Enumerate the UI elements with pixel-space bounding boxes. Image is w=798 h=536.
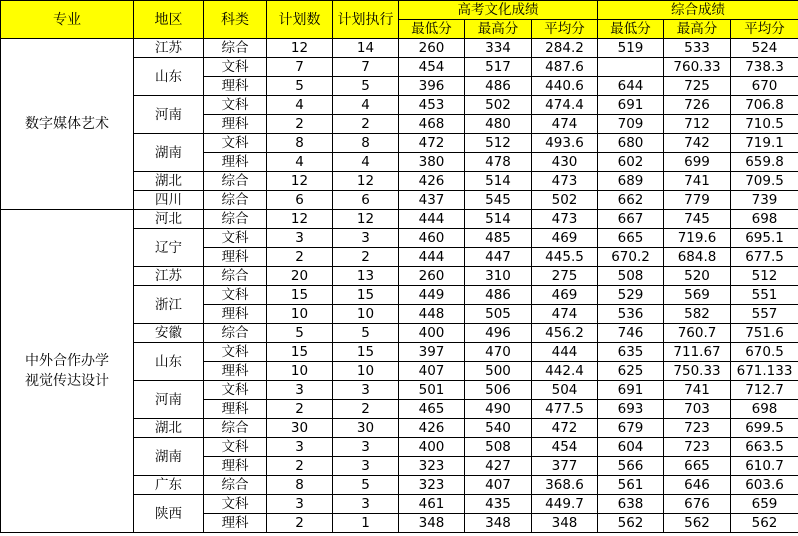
executed-cell: 3 xyxy=(333,495,399,514)
gaokao-max-cell: 496 xyxy=(465,324,532,343)
major-cell xyxy=(1,39,134,210)
gaokao-min-cell: 380 xyxy=(399,153,465,172)
gaokao-max-cell: 502 xyxy=(465,96,532,115)
composite-max-cell: 712 xyxy=(664,115,731,134)
gaokao-avg-cell: 454 xyxy=(532,438,598,457)
gaokao-min-cell: 501 xyxy=(399,381,465,400)
region-cell: 广东 xyxy=(134,476,204,495)
executed-cell: 1 xyxy=(333,514,399,533)
category-cell: 综合 xyxy=(204,191,267,210)
category-cell: 文科 xyxy=(204,286,267,305)
gaokao-min-cell: 407 xyxy=(399,362,465,381)
gaokao-avg-cell: 275 xyxy=(532,267,598,286)
plan-cell: 5 xyxy=(267,77,333,96)
header-region: 地区 xyxy=(134,1,204,39)
gaokao-min-cell: 448 xyxy=(399,305,465,324)
gaokao-max-cell: 348 xyxy=(465,514,532,533)
composite-max-cell: 760.33 xyxy=(664,58,731,77)
composite-max-cell: 750.33 xyxy=(664,362,731,381)
plan-cell: 4 xyxy=(267,96,333,115)
composite-max-cell: 719.6 xyxy=(664,229,731,248)
composite-max-cell: 723 xyxy=(664,419,731,438)
executed-cell: 5 xyxy=(333,476,399,495)
category-cell: 文科 xyxy=(204,343,267,362)
gaokao-min-cell: 397 xyxy=(399,343,465,362)
executed-cell: 3 xyxy=(333,381,399,400)
gaokao-max-cell: 310 xyxy=(465,267,532,286)
composite-max-cell: 760.7 xyxy=(664,324,731,343)
gaokao-avg-cell: 430 xyxy=(532,153,598,172)
region-cell: 河南 xyxy=(134,381,204,419)
composite-avg-cell: 659.8 xyxy=(731,153,798,172)
composite-min-cell: 604 xyxy=(598,438,664,457)
header-gaokao-min: 最低分 xyxy=(399,20,465,39)
gaokao-avg-cell: 487.6 xyxy=(532,58,598,77)
composite-min-cell: 536 xyxy=(598,305,664,324)
gaokao-min-cell: 444 xyxy=(399,248,465,267)
category-cell: 理科 xyxy=(204,115,267,134)
executed-cell: 15 xyxy=(333,343,399,362)
plan-cell: 8 xyxy=(267,476,333,495)
header-gaokao-avg: 平均分 xyxy=(532,20,598,39)
executed-cell: 8 xyxy=(333,134,399,153)
gaokao-min-cell: 461 xyxy=(399,495,465,514)
gaokao-min-cell: 454 xyxy=(399,58,465,77)
category-cell: 理科 xyxy=(204,362,267,381)
region-cell: 江苏 xyxy=(134,39,204,58)
region-cell: 湖北 xyxy=(134,172,204,191)
gaokao-max-cell: 540 xyxy=(465,419,532,438)
category-cell: 综合 xyxy=(204,39,267,58)
composite-avg-cell: 751.6 xyxy=(731,324,798,343)
gaokao-min-cell: 426 xyxy=(399,172,465,191)
composite-avg-cell: 603.6 xyxy=(731,476,798,495)
gaokao-max-cell: 505 xyxy=(465,305,532,324)
composite-avg-cell: 670 xyxy=(731,77,798,96)
plan-cell: 3 xyxy=(267,229,333,248)
composite-avg-cell: 670.5 xyxy=(731,343,798,362)
category-cell: 理科 xyxy=(204,305,267,324)
gaokao-min-cell: 400 xyxy=(399,324,465,343)
gaokao-avg-cell: 284.2 xyxy=(532,39,598,58)
category-cell: 理科 xyxy=(204,248,267,267)
region-cell: 江苏 xyxy=(134,267,204,286)
region-cell: 陕西 xyxy=(134,495,204,533)
composite-avg-cell: 698 xyxy=(731,210,798,229)
composite-avg-cell: 562 xyxy=(731,514,798,533)
plan-cell: 2 xyxy=(267,400,333,419)
gaokao-avg-cell: 377 xyxy=(532,457,598,476)
gaokao-max-cell: 427 xyxy=(465,457,532,476)
category-cell: 文科 xyxy=(204,134,267,153)
executed-cell: 3 xyxy=(333,229,399,248)
gaokao-max-cell: 545 xyxy=(465,191,532,210)
category-cell: 理科 xyxy=(204,153,267,172)
composite-min-cell: 529 xyxy=(598,286,664,305)
executed-cell: 30 xyxy=(333,419,399,438)
executed-cell: 12 xyxy=(333,172,399,191)
category-cell: 文科 xyxy=(204,229,267,248)
composite-min-cell: 566 xyxy=(598,457,664,476)
gaokao-min-cell: 444 xyxy=(399,210,465,229)
composite-avg-cell: 719.1 xyxy=(731,134,798,153)
composite-avg-cell: 677.5 xyxy=(731,248,798,267)
executed-cell: 14 xyxy=(333,39,399,58)
plan-cell: 3 xyxy=(267,381,333,400)
plan-cell: 20 xyxy=(267,267,333,286)
composite-avg-cell: 739 xyxy=(731,191,798,210)
gaokao-avg-cell: 473 xyxy=(532,210,598,229)
composite-max-cell: 520 xyxy=(664,267,731,286)
header-executed: 计划执行 xyxy=(333,1,399,39)
header-major: 专业 xyxy=(1,1,134,39)
executed-cell: 5 xyxy=(333,324,399,343)
plan-cell: 2 xyxy=(267,457,333,476)
executed-cell: 3 xyxy=(333,457,399,476)
gaokao-avg-cell: 348 xyxy=(532,514,598,533)
executed-cell: 12 xyxy=(333,210,399,229)
major-name-line: 数字媒体艺术 xyxy=(25,116,109,132)
gaokao-max-cell: 470 xyxy=(465,343,532,362)
table-body xyxy=(1,1,798,533)
composite-max-cell: 684.8 xyxy=(664,248,731,267)
executed-cell: 4 xyxy=(333,153,399,172)
gaokao-min-cell: 396 xyxy=(399,77,465,96)
plan-cell: 4 xyxy=(267,153,333,172)
region-cell: 四川 xyxy=(134,191,204,210)
composite-min-cell: 562 xyxy=(598,514,664,533)
header-row-top xyxy=(1,1,798,20)
gaokao-max-cell: 486 xyxy=(465,77,532,96)
composite-min-cell: 625 xyxy=(598,362,664,381)
gaokao-max-cell: 334 xyxy=(465,39,532,58)
executed-cell: 7 xyxy=(333,58,399,77)
composite-avg-cell: 706.8 xyxy=(731,96,798,115)
gaokao-max-cell: 514 xyxy=(465,210,532,229)
composite-min-cell: 638 xyxy=(598,495,664,514)
composite-min-cell: 561 xyxy=(598,476,664,495)
composite-min-cell: 662 xyxy=(598,191,664,210)
gaokao-min-cell: 260 xyxy=(399,39,465,58)
plan-cell: 2 xyxy=(267,115,333,134)
composite-min-cell: 691 xyxy=(598,96,664,115)
composite-avg-cell: 524 xyxy=(731,39,798,58)
executed-cell: 13 xyxy=(333,267,399,286)
gaokao-min-cell: 465 xyxy=(399,400,465,419)
composite-max-cell: 745 xyxy=(664,210,731,229)
composite-max-cell: 723 xyxy=(664,438,731,457)
executed-cell: 2 xyxy=(333,248,399,267)
plan-cell: 15 xyxy=(267,343,333,362)
executed-cell: 5 xyxy=(333,77,399,96)
gaokao-min-cell: 323 xyxy=(399,457,465,476)
composite-max-cell: 562 xyxy=(664,514,731,533)
executed-cell: 10 xyxy=(333,362,399,381)
header-composite-min: 最低分 xyxy=(598,20,664,39)
composite-avg-cell: 709.5 xyxy=(731,172,798,191)
composite-min-cell: 602 xyxy=(598,153,664,172)
composite-avg-cell: 663.5 xyxy=(731,438,798,457)
composite-max-cell: 742 xyxy=(664,134,731,153)
composite-min-cell: 665 xyxy=(598,229,664,248)
gaokao-max-cell: 514 xyxy=(465,172,532,191)
region-cell: 河北 xyxy=(134,210,204,229)
region-cell: 湖南 xyxy=(134,134,204,172)
composite-max-cell: 703 xyxy=(664,400,731,419)
plan-cell: 2 xyxy=(267,514,333,533)
gaokao-max-cell: 500 xyxy=(465,362,532,381)
composite-avg-cell: 557 xyxy=(731,305,798,324)
gaokao-max-cell: 486 xyxy=(465,286,532,305)
gaokao-max-cell: 435 xyxy=(465,495,532,514)
category-cell: 理科 xyxy=(204,400,267,419)
composite-max-cell: 569 xyxy=(664,286,731,305)
composite-avg-cell: 698 xyxy=(731,400,798,419)
region-cell: 湖南 xyxy=(134,438,204,476)
composite-max-cell: 533 xyxy=(664,39,731,58)
gaokao-max-cell: 485 xyxy=(465,229,532,248)
header-composite-max: 最高分 xyxy=(664,20,731,39)
category-cell: 文科 xyxy=(204,96,267,115)
gaokao-avg-cell: 474.4 xyxy=(532,96,598,115)
composite-min-cell: 680 xyxy=(598,134,664,153)
category-cell: 综合 xyxy=(204,210,267,229)
plan-cell: 12 xyxy=(267,210,333,229)
region-cell: 山东 xyxy=(134,343,204,381)
gaokao-avg-cell: 474 xyxy=(532,115,598,134)
gaokao-avg-cell: 442.4 xyxy=(532,362,598,381)
major-name-line: 中外合作办学 xyxy=(25,353,109,369)
composite-avg-cell: 659 xyxy=(731,495,798,514)
gaokao-avg-cell: 469 xyxy=(532,229,598,248)
composite-min-cell: 746 xyxy=(598,324,664,343)
region-cell: 浙江 xyxy=(134,286,204,324)
gaokao-max-cell: 447 xyxy=(465,248,532,267)
executed-cell: 4 xyxy=(333,96,399,115)
category-cell: 综合 xyxy=(204,419,267,438)
gaokao-avg-cell: 445.5 xyxy=(532,248,598,267)
category-cell: 文科 xyxy=(204,495,267,514)
composite-min-cell: 519 xyxy=(598,39,664,58)
category-cell: 文科 xyxy=(204,381,267,400)
plan-cell: 15 xyxy=(267,286,333,305)
major-cell xyxy=(1,210,134,533)
gaokao-min-cell: 426 xyxy=(399,419,465,438)
executed-cell: 10 xyxy=(333,305,399,324)
gaokao-avg-cell: 469 xyxy=(532,286,598,305)
gaokao-min-cell: 472 xyxy=(399,134,465,153)
composite-max-cell: 582 xyxy=(664,305,731,324)
gaokao-min-cell: 400 xyxy=(399,438,465,457)
plan-cell: 3 xyxy=(267,438,333,457)
gaokao-avg-cell: 440.6 xyxy=(532,77,598,96)
executed-cell: 3 xyxy=(333,438,399,457)
composite-max-cell: 726 xyxy=(664,96,731,115)
gaokao-max-cell: 407 xyxy=(465,476,532,495)
header-gaokao-max: 最高分 xyxy=(465,20,532,39)
composite-avg-cell: 551 xyxy=(731,286,798,305)
composite-max-cell: 699 xyxy=(664,153,731,172)
composite-max-cell: 779 xyxy=(664,191,731,210)
composite-avg-cell: 671.133 xyxy=(731,362,798,381)
gaokao-max-cell: 480 xyxy=(465,115,532,134)
composite-min-cell: 691 xyxy=(598,381,664,400)
plan-cell: 10 xyxy=(267,362,333,381)
header-composite-group: 综合成绩 xyxy=(598,1,798,20)
region-cell: 河南 xyxy=(134,96,204,134)
plan-cell: 12 xyxy=(267,39,333,58)
composite-avg-cell: 695.1 xyxy=(731,229,798,248)
gaokao-max-cell: 517 xyxy=(465,58,532,77)
composite-min-cell: 693 xyxy=(598,400,664,419)
composite-max-cell: 741 xyxy=(664,381,731,400)
category-cell: 文科 xyxy=(204,438,267,457)
gaokao-avg-cell: 444 xyxy=(532,343,598,362)
composite-min-cell: 667 xyxy=(598,210,664,229)
category-cell: 理科 xyxy=(204,514,267,533)
header-gaokao-group: 高考文化成绩 xyxy=(399,1,598,20)
plan-cell: 2 xyxy=(267,248,333,267)
region-cell: 山东 xyxy=(134,58,204,96)
composite-avg-cell: 610.7 xyxy=(731,457,798,476)
header-composite-avg: 平均分 xyxy=(731,20,798,39)
composite-max-cell: 741 xyxy=(664,172,731,191)
plan-cell: 6 xyxy=(267,191,333,210)
gaokao-max-cell: 508 xyxy=(465,438,532,457)
composite-min-cell xyxy=(598,58,664,77)
executed-cell: 6 xyxy=(333,191,399,210)
header-plan: 计划数 xyxy=(267,1,333,39)
composite-min-cell: 635 xyxy=(598,343,664,362)
gaokao-min-cell: 449 xyxy=(399,286,465,305)
gaokao-min-cell: 348 xyxy=(399,514,465,533)
category-cell: 理科 xyxy=(204,457,267,476)
table-row xyxy=(1,39,798,58)
plan-cell: 7 xyxy=(267,58,333,77)
major-name-line: 视觉传达设计 xyxy=(25,373,109,389)
plan-cell: 8 xyxy=(267,134,333,153)
category-cell: 综合 xyxy=(204,324,267,343)
composite-max-cell: 665 xyxy=(664,457,731,476)
gaokao-min-cell: 453 xyxy=(399,96,465,115)
composite-avg-cell: 710.5 xyxy=(731,115,798,134)
plan-cell: 12 xyxy=(267,172,333,191)
gaokao-avg-cell: 502 xyxy=(532,191,598,210)
composite-max-cell: 711.67 xyxy=(664,343,731,362)
composite-min-cell: 709 xyxy=(598,115,664,134)
plan-cell: 5 xyxy=(267,324,333,343)
gaokao-max-cell: 490 xyxy=(465,400,532,419)
category-cell: 综合 xyxy=(204,267,267,286)
executed-cell: 2 xyxy=(333,400,399,419)
composite-min-cell: 644 xyxy=(598,77,664,96)
composite-max-cell: 725 xyxy=(664,77,731,96)
table-row xyxy=(1,210,798,229)
category-cell: 综合 xyxy=(204,172,267,191)
plan-cell: 10 xyxy=(267,305,333,324)
composite-min-cell: 670.2 xyxy=(598,248,664,267)
composite-avg-cell: 699.5 xyxy=(731,419,798,438)
gaokao-min-cell: 468 xyxy=(399,115,465,134)
gaokao-min-cell: 437 xyxy=(399,191,465,210)
composite-avg-cell: 712.7 xyxy=(731,381,798,400)
gaokao-min-cell: 460 xyxy=(399,229,465,248)
header-category: 科类 xyxy=(204,1,267,39)
category-cell: 综合 xyxy=(204,476,267,495)
executed-cell: 2 xyxy=(333,115,399,134)
gaokao-max-cell: 512 xyxy=(465,134,532,153)
plan-cell: 3 xyxy=(267,495,333,514)
executed-cell: 15 xyxy=(333,286,399,305)
gaokao-avg-cell: 474 xyxy=(532,305,598,324)
gaokao-avg-cell: 449.7 xyxy=(532,495,598,514)
composite-max-cell: 676 xyxy=(664,495,731,514)
gaokao-avg-cell: 477.5 xyxy=(532,400,598,419)
composite-min-cell: 508 xyxy=(598,267,664,286)
region-cell: 辽宁 xyxy=(134,229,204,267)
gaokao-avg-cell: 368.6 xyxy=(532,476,598,495)
region-cell: 安徽 xyxy=(134,324,204,343)
composite-avg-cell: 738.3 xyxy=(731,58,798,77)
category-cell: 文科 xyxy=(204,58,267,77)
gaokao-avg-cell: 472 xyxy=(532,419,598,438)
region-cell: 湖北 xyxy=(134,419,204,438)
composite-min-cell: 689 xyxy=(598,172,664,191)
category-cell: 理科 xyxy=(204,77,267,96)
gaokao-max-cell: 478 xyxy=(465,153,532,172)
gaokao-avg-cell: 493.6 xyxy=(532,134,598,153)
gaokao-min-cell: 260 xyxy=(399,267,465,286)
gaokao-avg-cell: 473 xyxy=(532,172,598,191)
composite-min-cell: 679 xyxy=(598,419,664,438)
gaokao-min-cell: 323 xyxy=(399,476,465,495)
plan-cell: 30 xyxy=(267,419,333,438)
gaokao-avg-cell: 456.2 xyxy=(532,324,598,343)
composite-avg-cell: 512 xyxy=(731,267,798,286)
gaokao-avg-cell: 504 xyxy=(532,381,598,400)
gaokao-max-cell: 506 xyxy=(465,381,532,400)
composite-max-cell: 646 xyxy=(664,476,731,495)
